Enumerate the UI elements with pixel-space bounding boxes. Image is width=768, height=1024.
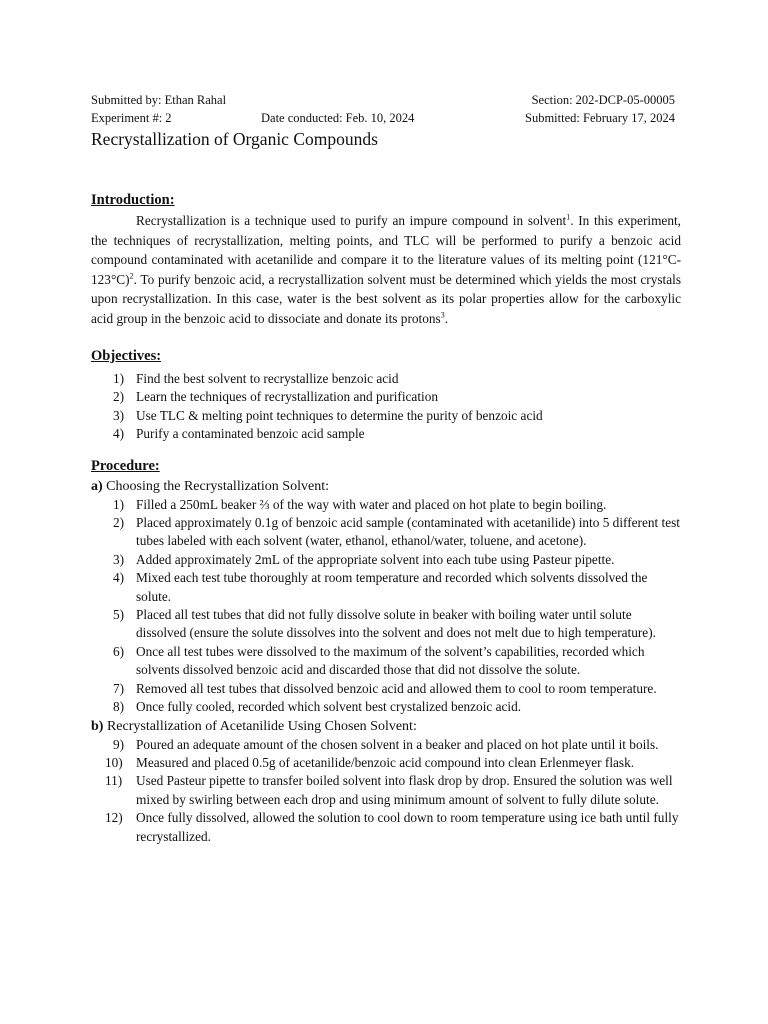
item-text: Filled a 250mL beaker ⅔ of the way with water and placed on hot plate to begin boiling. <box>136 496 607 512</box>
procedure-part-a-list <box>91 496 681 717</box>
item-text: Learn the techniques of recrystallization and purification <box>136 389 439 405</box>
objectives-heading: Objectives: <box>91 348 162 364</box>
date-submitted: Submitted: February 17, 2024 <box>525 111 675 125</box>
objectives-list <box>91 370 681 444</box>
list-item <box>91 514 681 551</box>
item-number: 3) <box>113 551 125 567</box>
item-text: Once fully dissolved, allowed the solution to cool down to room temperature using ice bath until fully recrystallized. <box>136 810 679 844</box>
procedure-part-b-title <box>91 717 681 736</box>
document-body <box>91 189 681 846</box>
list-item <box>91 388 681 406</box>
citation-3: 3 <box>440 310 445 320</box>
item-text: Mixed each test tube thoroughly at room temperature and recorded which solvents dissolved the solute. <box>136 570 648 604</box>
part-a-title-text: Choosing the Recrystallization Solvent: <box>106 478 329 494</box>
item-number: 12) <box>105 810 123 826</box>
item-number: 4) <box>113 426 125 442</box>
procedure-section <box>91 455 681 846</box>
list-item <box>91 772 681 809</box>
list-item <box>91 407 681 425</box>
item-text: Use TLC & melting point techniques to determine the purity of benzoic acid <box>136 407 543 423</box>
part-b-label: b) <box>91 718 104 734</box>
citation-2: 2 <box>129 271 134 281</box>
item-number: 10) <box>105 754 123 770</box>
item-number: 2) <box>113 515 125 531</box>
part-b-title-text: Recrystallization of Acetanilide Using Chosen Solvent: <box>106 718 417 734</box>
list-item <box>91 680 681 698</box>
section-number: Section: 202-DCP-05-00005 <box>531 93 675 107</box>
item-text: Purify a contaminated benzoic acid sample <box>136 426 365 442</box>
item-number: 11) <box>105 773 123 789</box>
citation-1: 1 <box>566 212 571 222</box>
introduction-heading: Introduction: <box>91 192 175 208</box>
procedure-part-b-list <box>91 736 681 846</box>
intro-text-3: . To purify benzoic acid, a recrystallization solvent must be determined which yields the most crystals upon recrystallization. In this case, water is the best solvent as its polar properties allow for the carboxylic acid group in the benzoic acid to dissociate and donate its protons <box>91 271 681 326</box>
item-number: 8) <box>113 699 125 715</box>
intro-text-1: Recrystallization is a technique used to purify an impure compound in solvent <box>136 213 567 228</box>
procedure-heading: Procedure: <box>91 457 160 474</box>
intro-text-2: . In this experiment, the techniques of recrystallization, melting points, and TLC will be performed to purify a benzoic acid compound contaminated with acetanilide and compare it to the literature values of its melting point (121°C-123°C) <box>91 213 681 287</box>
list-item <box>91 754 681 772</box>
document-title: Recrystallization of Organic Compounds <box>91 129 378 149</box>
item-number: 9) <box>113 736 125 752</box>
list-item <box>91 496 681 514</box>
item-text: Added approximately 2mL of the appropriate solvent into each tube using Pasteur pipette. <box>136 551 615 567</box>
list-item <box>91 569 681 606</box>
item-number: 4) <box>113 570 125 586</box>
item-text: Placed approximately 0.1g of benzoic acid sample (contaminated with acetanilide) into 5 different test tubes labeled with each solvent (water, ethanol, ethanol/water, toluene, and acetone). <box>136 515 680 549</box>
list-item <box>91 698 681 716</box>
intro-text-4: . <box>444 310 449 326</box>
item-number: 1) <box>113 371 125 386</box>
list-item <box>91 809 681 846</box>
list-item <box>91 551 681 569</box>
item-number: 7) <box>113 680 125 696</box>
item-text: Once fully cooled, recorded which solvent best crystalized benzoic acid. <box>136 699 522 715</box>
item-text: Once all test tubes were dissolved to the maximum of the solvent’s capabilities, recorded which solvents dissolved benzoic acid and discarded those that did not dissolve the solute. <box>136 643 645 678</box>
part-a-label: a) <box>91 478 103 494</box>
item-number: 5) <box>113 607 125 623</box>
item-text: Removed all test tubes that dissolved benzoic acid and allowed them to cool to room temperature. <box>136 680 657 696</box>
submitted-by: Submitted by: Ethan Rahal <box>91 93 227 107</box>
objectives-section <box>91 345 681 444</box>
item-number: 2) <box>113 389 125 405</box>
item-number: 1) <box>113 496 125 512</box>
list-item <box>91 736 681 754</box>
list-item <box>91 425 681 443</box>
list-item <box>91 606 681 643</box>
procedure-part-a-title <box>91 477 681 496</box>
introduction-paragraph <box>91 211 681 328</box>
item-text: Measured and placed 0.5g of acetanilide/benzoic acid compound into clean Erlenmeyer flask. <box>136 754 635 770</box>
item-text: Poured an adequate amount of the chosen solvent in a beaker and placed on hot plate until it boils. <box>136 736 659 752</box>
list-item <box>91 370 681 388</box>
item-number: 6) <box>113 643 125 659</box>
item-text: Find the best solvent to recrystallize benzoic acid <box>136 371 399 386</box>
date-conducted: Date conducted: Feb. 10, 2024 <box>261 111 415 125</box>
item-number: 3) <box>113 407 125 423</box>
list-item <box>91 643 681 680</box>
item-text: Placed all test tubes that did not fully dissolve solute in beaker with boiling water until solute dissolved (ensure the solute dissolves into the solvent and does not melt due to high temperature). <box>136 607 656 641</box>
item-text: Used Pasteur pipette to transfer boiled solvent into flask drop by drop. Ensured the solution was well mixed by swirling between each drop and using minimum amount of solvent to fully dilute solute. <box>136 773 673 807</box>
experiment-number: Experiment #: 2 <box>91 111 172 125</box>
